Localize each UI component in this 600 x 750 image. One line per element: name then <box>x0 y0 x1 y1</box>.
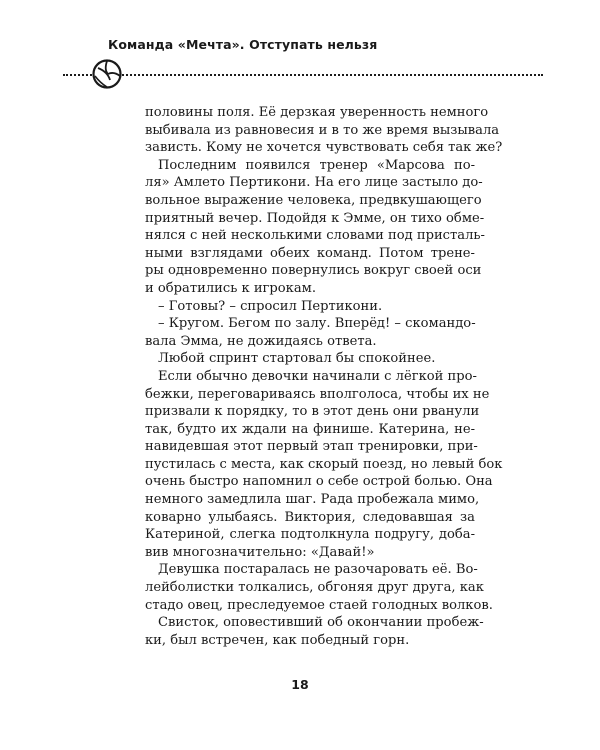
text-line: призвали к порядку, то в этот день они рванули <box>145 404 480 420</box>
text-line: – Готовы? – спросил Пертикони. <box>158 298 383 314</box>
text-line: ными взглядами обеих команд. Потом трене- <box>145 245 475 261</box>
volleyball-icon <box>92 59 122 89</box>
text-line: бежки, переговариваясь вполголоса, чтобы их не <box>145 386 490 402</box>
body-text <box>145 104 503 649</box>
text-line: коварно улыбаясь. Виктория, следовавшая за <box>145 509 475 525</box>
text-line: Если обычно девочки начинали с лёгкой про- <box>158 368 477 384</box>
text-line: ры одновременно повернулись вокруг своей оси <box>145 263 482 279</box>
text-line: навидевшая этот первый этап тренировки, при- <box>145 439 478 455</box>
text-line: ки, был встречен, как победный горн. <box>145 632 410 648</box>
text-line: половины поля. Её дерзкая уверенность немного <box>145 105 489 120</box>
text-line: очень быстро напомнил о себе острой болью. Она <box>145 474 493 490</box>
text-line: нялся с ней несколькими словами под присталь- <box>145 228 485 244</box>
text-line: вив многозначительно: «Давай!» <box>145 544 375 560</box>
header-dotted-rule <box>63 74 543 76</box>
text-line: Последним появился тренер «Марсова по- <box>158 157 475 173</box>
running-header-title: Команда «Мечта». Отступать нельзя <box>108 37 378 52</box>
text-line: зависть. Кому не хочется чувствовать себя так же? <box>145 140 503 156</box>
text-line: вольное выражение человека, предвкушающего <box>145 192 482 208</box>
text-line: пустилась с места, как скорый поезд, но левый бок <box>145 456 503 472</box>
text-line: Свисток, оповестивший об окончании пробеж- <box>158 615 484 631</box>
text-line: стадо овец, преследуемое стаей голодных волков. <box>145 597 493 613</box>
text-line: так, будто их ждали на финише. Катерина, не- <box>145 421 475 437</box>
text-line: ля» Амлето Пертикони. На его лице застыло до- <box>145 175 483 191</box>
text-line: лейболистки толкались, обгоняя друг друга, как <box>145 580 484 596</box>
text-line: приятный вечер. Подойдя к Эмме, он тихо обме- <box>145 210 485 226</box>
text-line: Любой спринт стартовал бы спокойнее. <box>158 351 436 367</box>
text-line: – Кругом. Бегом по залу. Вперёд! – скомандо- <box>158 316 476 332</box>
text-line: и обратились к игрокам. <box>145 280 317 296</box>
text-line: Девушка постаралась не разочаровать её. Во- <box>158 562 478 578</box>
text-line: выбивала из равновесия и в то же время вызывала <box>145 122 500 138</box>
page-number: 18 <box>291 677 309 692</box>
text-line: вала Эмма, не дожидаясь ответа. <box>145 333 377 349</box>
text-line: Катериной, слегка подтолкнула подругу, доба- <box>145 527 475 543</box>
text-line: немного замедлила шаг. Рада пробежала мимо, <box>145 492 480 508</box>
